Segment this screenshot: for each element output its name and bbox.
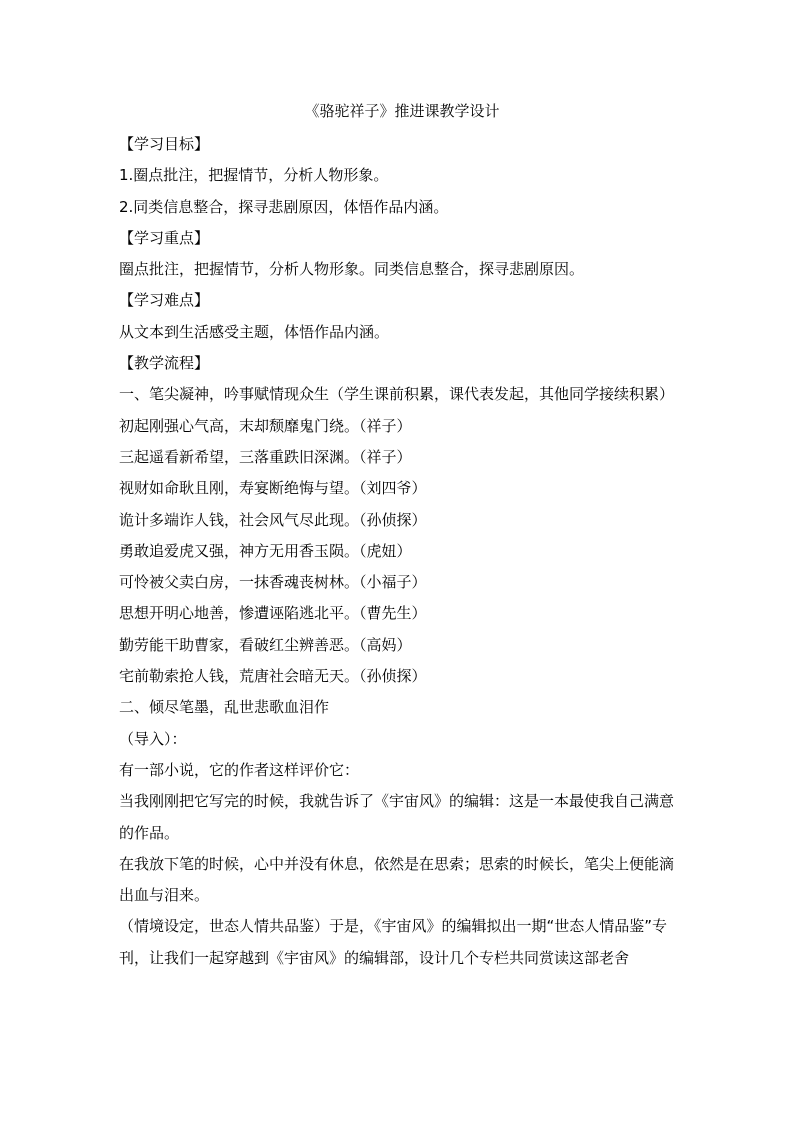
scenario-text: （情境设定，世态人情共品鉴）于是，《宇宙风》的编辑拟出一期“世态人情品鉴”专刊，让我们一起穿越到《宇宙风》的编辑部，设计几个专栏共同赏读这部老舍	[119, 917, 668, 967]
step-2-heading: 二、倾尽笔墨，乱世悲歌血泪作	[119, 698, 330, 717]
key-points-text: 圈点批注，把握情节，分析人物形象。同类信息整合，探寻悲剧原因。	[119, 260, 585, 279]
poem-line: 宅前勒索抢人钱，荒唐社会暗无天。（孙侦探）	[119, 667, 427, 686]
intro-text: 有一部小说，它的作者这样评价它：	[119, 760, 360, 779]
objectives-heading: 【学习目标】	[119, 135, 210, 153]
step-1-heading: 一、笔尖凝神，吟事赋情现众生（学生课前积累，课代表发起，其他同学接续积累）	[119, 385, 675, 404]
poem-line: 思想开明心地善，惨遭诬陷逃北平。（曹先生）	[119, 604, 427, 623]
objective-2: 2.同类信息整合，探寻悲剧原因，体悟作品内涵。	[119, 197, 449, 216]
quote-2: 在我放下笔的时候，心中并没有休息，依然是在思索；思索的时候长，笔尖上便能滴出血与泪来。	[119, 854, 675, 905]
difficulties-text: 从文本到生活感受主题，体悟作品内涵。	[119, 322, 390, 341]
intro-label: （导入）：	[119, 729, 187, 748]
poem-line: 勤劳能干助曹家，看破红尘辨善恶。（高妈）	[119, 635, 412, 654]
key-points-heading: 【学习重点】	[119, 228, 210, 247]
document-title: 《骆驼祥子》推进课教学设计	[304, 102, 500, 120]
poem-line: 可怜被父卖白房，一抹香魂丧树林。（小福子）	[119, 573, 427, 592]
difficulties-heading: 【学习难点】	[119, 291, 210, 310]
poem-line: 三起遥看新希望，三落重跌旧深渊。（祥子）	[119, 447, 412, 466]
poem-line: 诡计多端诈人钱，社会风气尽此现。（孙侦探）	[119, 510, 427, 529]
poem-line: 视财如命耿且刚，寿宴断绝悔与望。（刘四爷）	[119, 479, 427, 498]
process-heading: 【教学流程】	[119, 354, 210, 373]
poem-line: 初起刚强心气高，末却颓靡鬼门绕。（祥子）	[119, 416, 412, 435]
document-page	[119, 99, 685, 974]
quote-1: 当我刚刚把它写完的时候，我就告诉了《宇宙风》的编辑：这是一本最使我自己满意的作品。	[119, 792, 675, 842]
poem-line: 勇敢追爱虎又强，神方无用香玉陨。（虎妞）	[119, 541, 412, 560]
objective-1: 1.圈点批注，把握情节，分析人物形象。	[119, 166, 389, 185]
